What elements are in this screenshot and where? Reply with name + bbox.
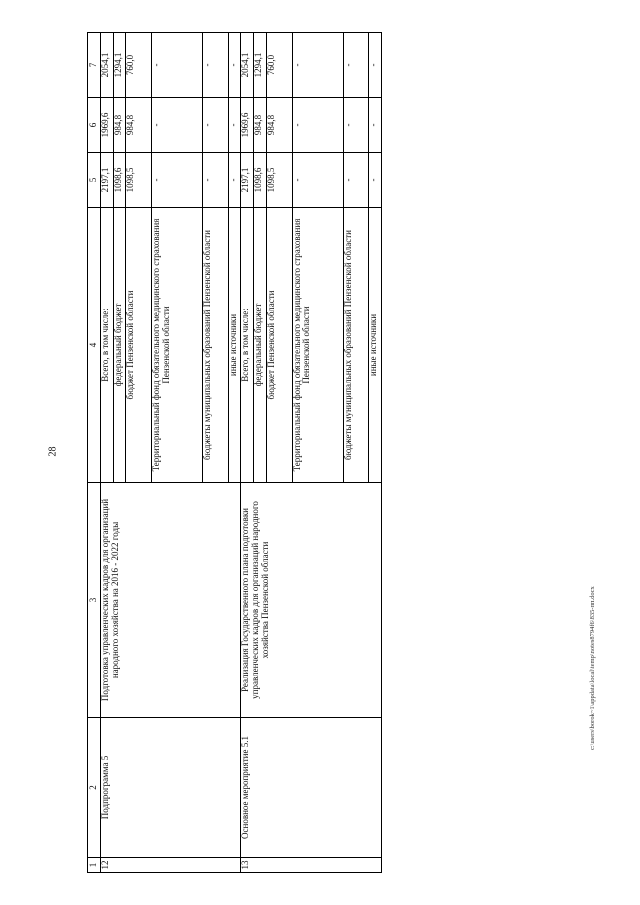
- value-col-5: -: [292, 153, 343, 208]
- funding-source: Всего, в том числе:: [241, 208, 254, 483]
- value-col-5: -: [151, 153, 202, 208]
- row-number: 12: [100, 858, 241, 873]
- table-row: [100, 33, 113, 873]
- value-col-6: -: [151, 98, 202, 153]
- value-col-7: -: [228, 33, 241, 98]
- value-col-6: -: [343, 98, 369, 153]
- value-col-6: -: [292, 98, 343, 153]
- value-col-6: 984,8: [254, 98, 267, 153]
- value-col-7: 2054,1: [100, 33, 113, 98]
- funding-source: иные источники: [369, 208, 382, 483]
- funding-source: федеральный бюджет: [113, 208, 126, 483]
- funding-source: бюджет Пензенской области: [126, 208, 152, 483]
- value-col-7: 2054,1: [241, 33, 254, 98]
- value-col-5: -: [343, 153, 369, 208]
- funding-source: бюджет Пензенской области: [266, 208, 292, 483]
- value-col-6: -: [369, 98, 382, 153]
- column-number-5: 5: [88, 153, 101, 208]
- value-col-7: 1294,1: [113, 33, 126, 98]
- value-col-6: -: [228, 98, 241, 153]
- value-col-6: 984,8: [113, 98, 126, 153]
- column-number-3: 3: [88, 483, 101, 718]
- value-col-5: 1098,5: [126, 153, 152, 208]
- value-col-5: 1098,6: [113, 153, 126, 208]
- header-row: [88, 33, 101, 873]
- value-col-7: -: [203, 33, 229, 98]
- program-title: Подготовка управленческих кадров для организаций народного хозяйства на 2016 - 2022 годы: [100, 483, 241, 718]
- column-number-1: 1: [88, 858, 101, 873]
- value-col-7: 760,0: [126, 33, 152, 98]
- program-name: Основное мероприятие 5.1: [241, 718, 382, 858]
- funding-source: федеральный бюджет: [254, 208, 267, 483]
- value-col-6: 984,8: [266, 98, 292, 153]
- value-col-6: -: [203, 98, 229, 153]
- value-col-5: 1098,6: [254, 153, 267, 208]
- page-number: 28: [47, 446, 59, 457]
- value-col-7: -: [151, 33, 202, 98]
- value-col-5: -: [369, 153, 382, 208]
- value-col-6: 1969,6: [241, 98, 254, 153]
- value-col-6: 1969,6: [100, 98, 113, 153]
- funding-source: Всего, в том числе:: [100, 208, 113, 483]
- value-col-7: -: [292, 33, 343, 98]
- funding-source: иные источники: [228, 208, 241, 483]
- funding-source: Территориальный фонд обязательного медицинского страхования Пензенской области: [151, 208, 202, 483]
- program-name: Подпрограмма 5: [100, 718, 241, 858]
- value-col-5: 1098,5: [266, 153, 292, 208]
- funding-source: бюджеты муниципальных образований Пензенской области: [343, 208, 369, 483]
- column-number-4: 4: [88, 208, 101, 483]
- value-col-7: -: [369, 33, 382, 98]
- table-row: [241, 33, 254, 873]
- row-number: 13: [241, 858, 382, 873]
- value-col-7: -: [343, 33, 369, 98]
- value-col-6: 984,8: [126, 98, 152, 153]
- column-number-7: 7: [88, 33, 101, 98]
- value-col-7: 760,0: [266, 33, 292, 98]
- program-title: Реализация Государственного плана подготовки управленческих кадров для организаций народного хозяйства Пензенской области: [241, 483, 382, 718]
- funding-source: Территориальный фонд обязательного медицинского страхования Пензенской области: [292, 208, 343, 483]
- value-col-5: -: [228, 153, 241, 208]
- value-col-5: 2197,1: [100, 153, 113, 208]
- rotated-table-container: [87, 33, 382, 873]
- value-col-5: 2197,1: [241, 153, 254, 208]
- budget-table: [87, 32, 382, 873]
- value-col-5: -: [203, 153, 229, 208]
- column-number-6: 6: [88, 98, 101, 153]
- column-number-2: 2: [88, 718, 101, 858]
- funding-source: бюджеты муниципальных образований Пензенской области: [203, 208, 229, 483]
- value-col-7: 1294,1: [254, 33, 267, 98]
